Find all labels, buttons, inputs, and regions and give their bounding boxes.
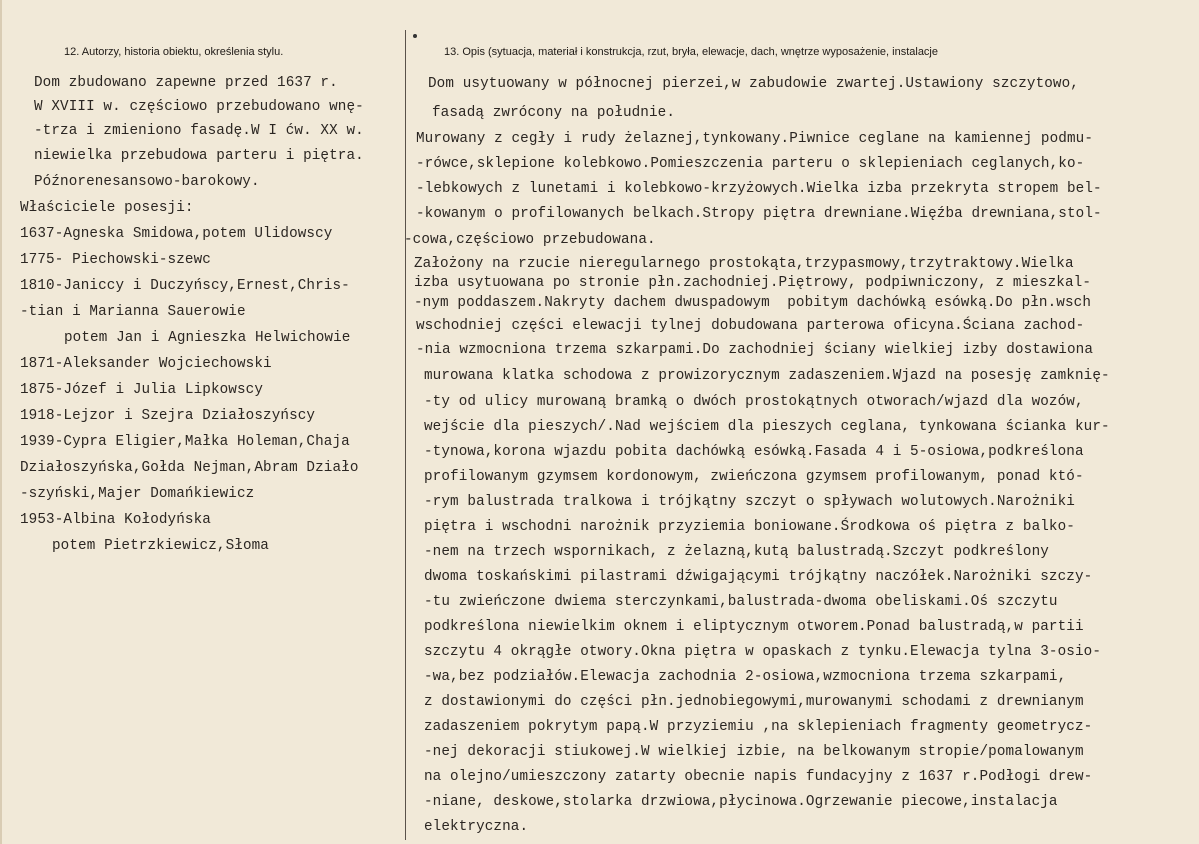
description-line: -tu zwieńczone dwiema sterczynkami,balustrada-dwoma obeliskami.Oś szczytu xyxy=(424,594,1058,610)
description-line: -nej dekoracji stiukowej.W wielkiej izbie, na belkowanym stropie/pomalowanym xyxy=(424,744,1084,760)
description-line: -rówce,sklepione kolebkowo.Pomieszczenia parteru o sklepieniach ceglanych,ko- xyxy=(416,156,1085,172)
history-line: Dom zbudowano zapewne przed 1637 r. xyxy=(34,75,338,91)
description-line: -cowa,częściowo przebudowana. xyxy=(404,232,656,248)
description-line: szczytu 4 okrągłe otwory.Okna piętra w opaskach z tynku.Elewacja tylna 3-osio- xyxy=(424,644,1102,660)
owner-entry: 1871-Aleksander Wojciechowski xyxy=(20,356,272,372)
owner-entry: Działoszyńska,Gołda Nejman,Abram Działo xyxy=(20,460,359,476)
history-line: Późnorenesansowo-barokowy. xyxy=(34,174,260,190)
description-line: wejście dla pieszych/.Nad wejściem dla pieszych ceglana, tynkowana ścianka kur- xyxy=(424,419,1110,435)
description-line: z dostawionymi do części płn.jednobiegowymi,murowanymi schodami z drewnianym xyxy=(424,694,1084,710)
description-line: Murowany z cegły i rudy żelaznej,tynkowany.Piwnice ceglane na kamiennej podmu- xyxy=(416,131,1094,147)
owner-entry: 1810-Janiccy i Duczyńscy,Ernest,Chris- xyxy=(20,278,350,294)
description-line: -nym poddaszem.Nakryty dachem dwuspadowym pobitym dachówką esówką.Do płn.wsch xyxy=(414,295,1092,311)
owner-entry: 1875-Józef i Julia Lipkowscy xyxy=(20,382,264,398)
description-line: Dom usytuowany w północnej pierzei,w zabudowie zwartej.Ustawiony szczytowo, xyxy=(428,76,1079,92)
description-line: zadaszeniem pokrytym papą.W przyziemiu ,na sklepieniach fragmenty geometrycz- xyxy=(424,719,1093,735)
owner-entry: -tian i Marianna Sauerowie xyxy=(20,304,246,320)
history-line: W XVIII w. częściowo przebudowano wnę- xyxy=(34,99,364,115)
owner-entry: potem Pietrzkiewicz,Słoma xyxy=(52,538,269,554)
owner-entry: 1939-Cypra Eligier,Małka Holeman,Chaja xyxy=(20,434,350,450)
description-line: -ty od ulicy murowaną bramką o dwóch prostokątnych otworach/wjazd dla wozów, xyxy=(424,394,1084,410)
description-line: -rym balustrada tralkowa i trójkątny szczyt o spływach wolutowych.Narożniki xyxy=(424,494,1075,510)
section-12-heading: 12. Autorzy, historia obiektu, określenia stylu. xyxy=(64,46,284,58)
section-13-heading: 13. Opis (sytuacja, materiał i konstrukcja, rzut, bryła, elewacje, dach, wnętrze wyposażenie, instalacje xyxy=(444,46,938,58)
description-line: -kowanym o profilowanych belkach.Stropy piętra drewniane.Więźba drewniana,stol- xyxy=(416,206,1102,222)
description-line: -wa,bez podziałów.Elewacja zachodnia 2-osiowa,wzmocniona trzema szkarpami, xyxy=(424,669,1067,685)
description-line: -lebkowych z lunetami i kolebkowo-krzyżowych.Wielka izba przekryta stropem bel- xyxy=(416,181,1102,197)
description-line: profilowanym gzymsem kordonowym, zwieńczona gzymsem profilowanym, ponad któ- xyxy=(424,469,1084,485)
description-line: podkreślona niewielkim oknem i eliptycznym otworem.Ponad balustradą,w partii xyxy=(424,619,1084,635)
description-line: elektryczna. xyxy=(424,819,529,835)
description-line: dwoma toskańskimi pilastrami dźwigającymi trójkątny naczółek.Narożniki szczy- xyxy=(424,569,1093,585)
description-line: piętra i wschodni narożnik przyziemia boniowane.Środkowa oś piętra z balko- xyxy=(424,519,1075,535)
owner-entry: 1637-Agneska Smidowa,potem Ulidowscy xyxy=(20,226,333,242)
owner-entry: 1918-Lejzor i Szejra Działoszyńscy xyxy=(20,408,316,424)
description-line: wschodniej części elewacji tylnej dobudowana parterowa oficyna.Ściana zachod- xyxy=(416,318,1085,334)
description-line: izba usytuowana po stronie płn.zachodniej.Piętrowy, podpiwniczony, z mieszkal- xyxy=(414,275,1092,291)
description-line: Założony na rzucie nieregularnego prostokąta,trzypasmowy,trzytraktowy.Wielka xyxy=(414,256,1074,272)
description-line: -tynowa,korona wjazdu pobita dachówką esówką.Fasada 4 i 5-osiowa,podkreślona xyxy=(424,444,1084,460)
description-line: fasadą zwrócony na południe. xyxy=(432,105,676,121)
description-line: -nia wzmocniona trzema szkarpami.Do zachodniej ściany wielkiej izby dostawiona xyxy=(416,342,1094,358)
history-line: niewielka przebudowa parteru i piętra. xyxy=(34,148,364,164)
description-line: murowana klatka schodowa z prowizorycznym zadaszeniem.Wjazd na posesję zamknię- xyxy=(424,368,1110,384)
owner-entry: 1775- Piechowski-szewc xyxy=(20,252,211,268)
owner-entry: potem Jan i Agnieszka Helwichowie xyxy=(64,330,351,346)
owner-entry: 1953-Albina Kołodyńska xyxy=(20,512,211,528)
owner-entry: -szyński,Majer Domańkiewicz xyxy=(20,486,255,502)
column-divider xyxy=(405,30,406,840)
description-line: -nem na trzech wspornikach, z żelazną,kutą balustradą.Szczyt podkreślony xyxy=(424,544,1049,560)
description-line: na olejno/umieszczony zatarty obecnie napis fundacyjny z 1637 r.Podłogi drew- xyxy=(424,769,1093,785)
owners-heading: Właściciele posesji: xyxy=(20,200,194,216)
ink-dot xyxy=(413,34,417,38)
description-line: -niane, deskowe,stolarka drzwiowa,płycinowa.Ogrzewanie piecowe,instalacja xyxy=(424,794,1058,810)
history-line: -trza i zmieniono fasadę.W I ćw. XX w. xyxy=(34,123,364,139)
